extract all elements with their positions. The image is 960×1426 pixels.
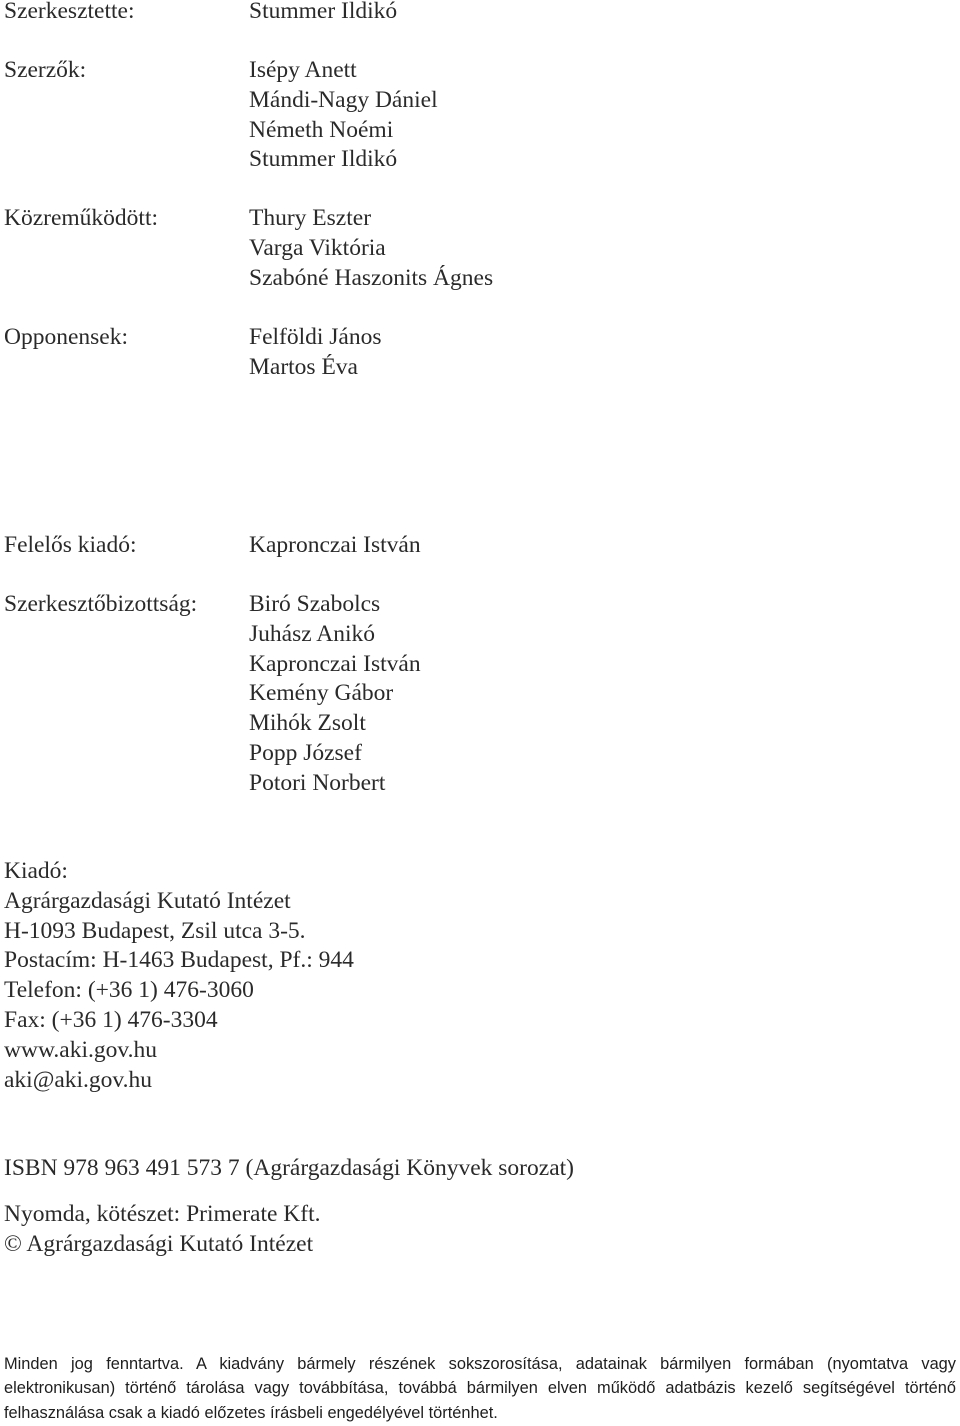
publisher-postal-address: Postacím: H-1463 Budapest, Pf.: 944 (4, 947, 354, 974)
authors-names (249, 56, 438, 175)
publisher-label: Kiadó: (4, 858, 68, 884)
printer-line: Nyomda, kötészet: Primerate Kft. (4, 1201, 321, 1227)
author-name: Németh Noémi (249, 116, 394, 143)
responsible-publisher-label: Felelős kiadó: (4, 532, 137, 558)
board-member-name: Juhász Anikó (249, 620, 375, 647)
legal-lead: Minden jog fenntartva. (4, 1355, 184, 1373)
editor-label: Szerkesztette: (4, 0, 135, 24)
contributor-name: Szabóné Haszonits Ágnes (249, 264, 494, 291)
board-member-name: Kemény Gábor (249, 680, 394, 707)
isbn-line: ISBN 978 963 491 573 7 (Agrárgazdasági Könyvek sorozat) (4, 1155, 574, 1181)
board-member-name: Kapronczai István (249, 650, 421, 677)
author-name: Isépy Anett (249, 57, 357, 83)
contributors-label: Közreműködött: (4, 205, 159, 231)
contributor-name: Varga Viktória (249, 234, 386, 261)
reviewers-label: Opponensek: (4, 324, 129, 350)
responsible-publisher-names (249, 531, 421, 561)
authors-label: Szerzők: (4, 57, 87, 83)
reviewer-name: Martos Éva (249, 353, 358, 380)
board-member-name: Popp József (249, 739, 362, 766)
reviewers-names (249, 323, 382, 383)
editorial-board-label: Szerkesztőbizottság: (4, 591, 198, 617)
publisher-name: Agrárgazdasági Kutató Intézet (4, 887, 291, 914)
editorial-board-names (249, 590, 421, 799)
contributor-name: Thury Eszter (249, 205, 372, 231)
publisher-address: H-1093 Budapest, Zsil utca 3-5. (4, 917, 306, 944)
publisher-email: aki@aki.gov.hu (4, 1066, 153, 1093)
editor-names (249, 0, 397, 27)
publisher-fax: Fax: (+36 1) 476-3304 (4, 1006, 218, 1033)
board-member-name: Potori Norbert (249, 769, 386, 796)
printing-block (4, 1199, 321, 1259)
contributors-names (249, 204, 493, 293)
publisher-website: www.aki.gov.hu (4, 1036, 157, 1063)
board-member-name: Biró Szabolcs (249, 591, 381, 617)
legal-text: A kiadvány bármely részének sokszorosítása, adatainak bármilyen formában (nyomtatva vagy elektronikusan) történő tárolása vagy továbbítása, továbbá bármilyen elven működő adatbázis kezelő segítségével történő felhasználása csak a kiadó előzetes írásbeli engedélyével történhet. (4, 1355, 956, 1422)
reviewer-name: Felföldi János (249, 324, 382, 350)
author-name: Mándi-Nagy Dániel (249, 86, 438, 113)
publisher-phone: Telefon: (+36 1) 476-3060 (4, 977, 254, 1004)
legal-notice (4, 1352, 956, 1425)
copyright-line: © Agrárgazdasági Kutató Intézet (4, 1231, 314, 1257)
responsible-publisher-name: Kapronczai István (249, 532, 421, 558)
author-name: Stummer Ildikó (249, 146, 398, 173)
publisher-block (4, 857, 354, 1095)
editor-name: Stummer Ildikó (249, 0, 398, 24)
board-member-name: Mihók Zsolt (249, 710, 366, 737)
